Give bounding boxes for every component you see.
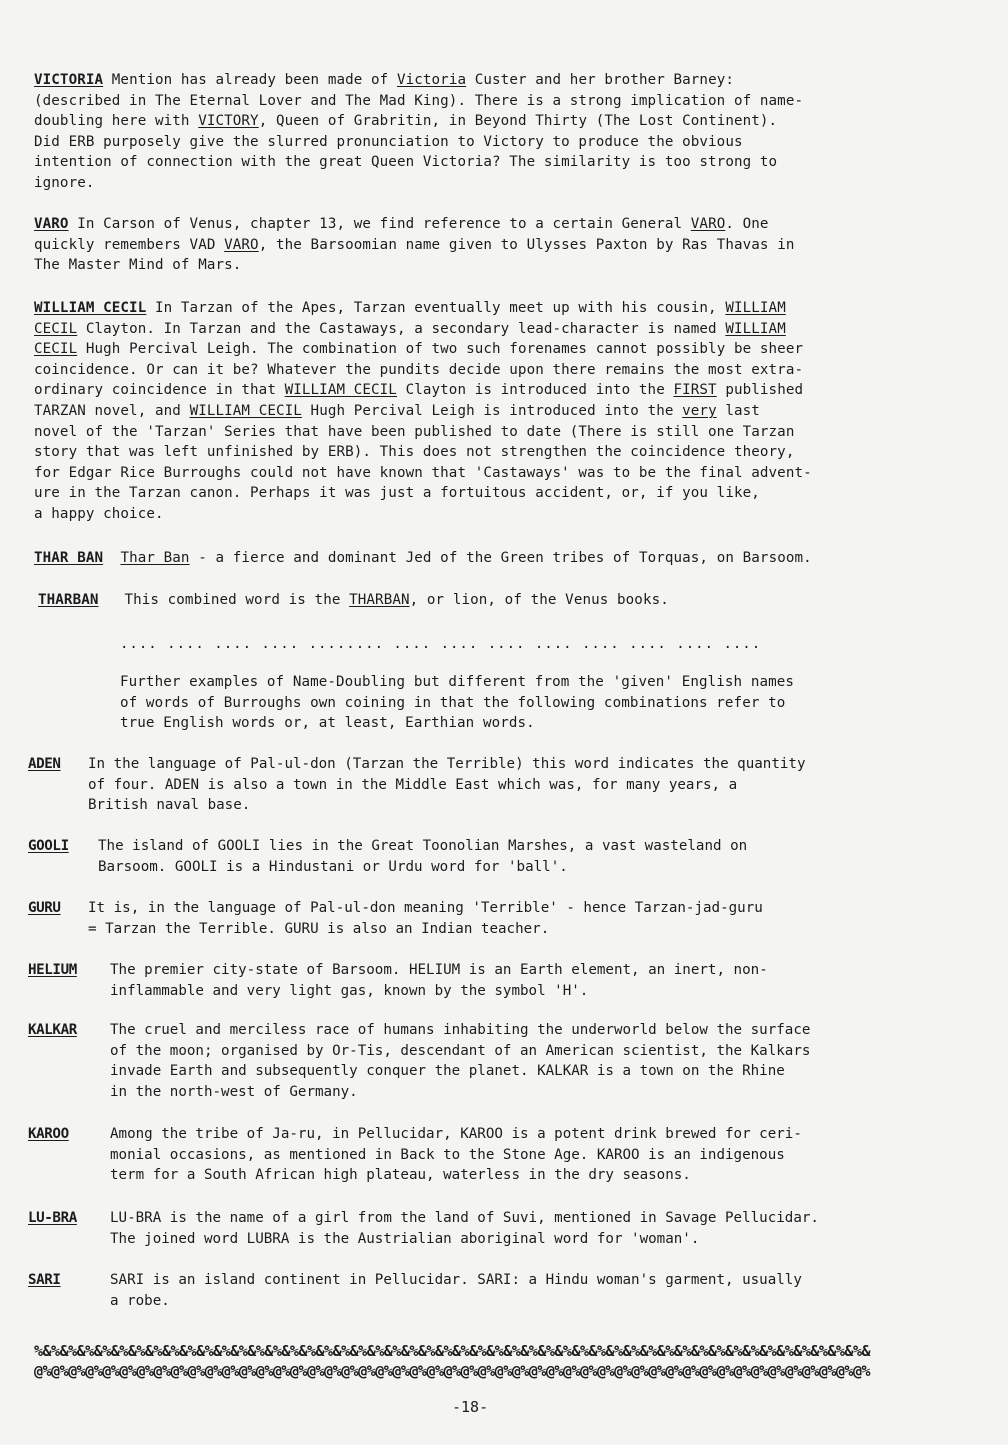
paragraph-victoria: VICTORIA Mention has already been made of Victoria Custer and her brother Barney: (described in The Eternal Lover and The Mad King). There is a strong implication of name- doubling here with VICTORY, Queen of Grabritin, in Beyond Thirty (The Lost Continent). Did ERB purposely give the slurred pronunciation to Victory to produce the obvious intention of connection with the great Queen Victoria? The similarity is too strong to ignore. (34, 72, 804, 191)
paragraph-tharban: THARBAN This combined word is the THARBAN, or lion, of the Venus books. (38, 592, 669, 608)
entry-karoo: KAROO Among the tribe of Ja-ru, in Pellucidar, KAROO is a potent drink brewed for ceri- monial occasions, as mentioned in Back to the Stone Age. KAROO is an indigenous term for a South African high plateau, waterless in the dry seasons. (28, 1126, 802, 1184)
entry-guru: GURU It is, in the language of Pal-ul-don meaning 'Terrible' - hence Tarzan-jad-guru = Tarzan the Terrible. GURU is also an Indian teacher. (28, 900, 763, 937)
page-number: -18- (452, 1398, 489, 1416)
entry-aden: ADEN In the language of Pal-ul-don (Tarzan the Terrible) this word indicates the quantity of four. ADEN is also a town in the Middle East which was, for many years, a British naval base. (28, 756, 806, 814)
term-varo: VARO (34, 216, 69, 232)
entry-helium: HELIUM The premier city-state of Barsoom. HELIUM is an Earth element, an inert, non- inflammable and very light gas, known by the symbol 'H'. (28, 962, 768, 999)
term-tharban: THARBAN (38, 592, 99, 608)
paragraph-william-cecil: WILLIAM CECIL In Tarzan of the Apes, Tarzan eventually meet up with his cousin, WILLIAM CECIL Clayton. In Tarzan and the Castaways, a secondary lead-character is named WILLIAM CECIL Hugh Percival Leigh. The combination of two such forenames cannot possibly be sheer coincidence. Or can it be? Whatever the pundits decide upon there remains the most extra- ordinary coincidence in that WILLIAM CECIL Clayton is introduced into the FIRST published TARZAN novel, and WILLIAM CECIL Hugh Percival Leigh is introduced into the very last novel of the 'Tarzan' Series that have been published to date (There is still one Tarzan story that was left unfinished by ERB). This does not strengthen the coincidence theory, for Edgar Rice Burroughs could not have known that 'Castaways' was to be the final advent- ure in the Tarzan canon. Perhaps it was just a fortuitous accident, or, if you like, a happy choice. (34, 300, 812, 522)
entry-lu-bra: LU-BRA LU-BRA is the name of a girl from the land of Suvi, mentioned in Savage Pellucidar. The joined word LUBRA is the Austrialian aboriginal word for 'woman'. (28, 1210, 819, 1247)
paragraph-varo: VARO In Carson of Venus, chapter 13, we find reference to a certain General VARO. One quickly remembers VAD VARO, the Barsoomian name given to Ulysses Paxton by Ras Thavas in The Master Mind of Mars. (34, 216, 795, 274)
entry-gooli: GOOLI The island of GOOLI lies in the Great Toonolian Marshes, a vast wasteland on Barsoom. GOOLI is a Hindustani or Urdu word for 'ball'. (28, 838, 748, 875)
further-examples-note: Further examples of Name-Doubling but different from the 'given' English names of words of Burroughs own coining in that the following combinations refer to true English words or, at least, Earthian words. (120, 674, 795, 732)
decorative-border-bottom: @%@%@%@%@%@%@%@%@%@%@%@%@%@%@%@%@%@%@%@%@%@%@%@%@%@%@%@%@%@%@%@%@%@%@%@%@%@%@%@%@%@%@%@%@%@%@%@%@% (34, 1362, 871, 1380)
term-thar-ban: THAR BAN (34, 550, 104, 566)
dotted-separator: .... .... .... .... ........ .... .... .... .... .... .... .... .... (120, 636, 762, 652)
term-william-cecil: WILLIAM CECIL (34, 300, 147, 316)
decorative-border-top: %&%&%&%&%&%&%&%&%&%&%&%&%&%&%&%&%&%&%&%&%&%&%&%&%&%&%&%&%&%&%&%&%&%&%&%&%&%&%&%&%&%&%&%&%&%&%&%&%& (34, 1342, 871, 1360)
entry-sari: SARI SARI is an island continent in Pellucidar. SARI: a Hindu woman's garment, usually a robe. (28, 1272, 802, 1309)
paragraph-thar-ban: THAR BAN Thar Ban - a fierce and dominant Jed of the Green tribes of Torquas, on Barsoom. (34, 550, 812, 566)
term-victoria: VICTORIA (34, 72, 104, 88)
entry-kalkar: KALKAR The cruel and merciless race of humans inhabiting the underworld below the surface of the moon; organised by Or-Tis, descendant of an American scientist, the Kalkars invade Earth and subsequently conquer the planet. KALKAR is a town on the Rhine in the north-west of Germany. (28, 1022, 811, 1100)
